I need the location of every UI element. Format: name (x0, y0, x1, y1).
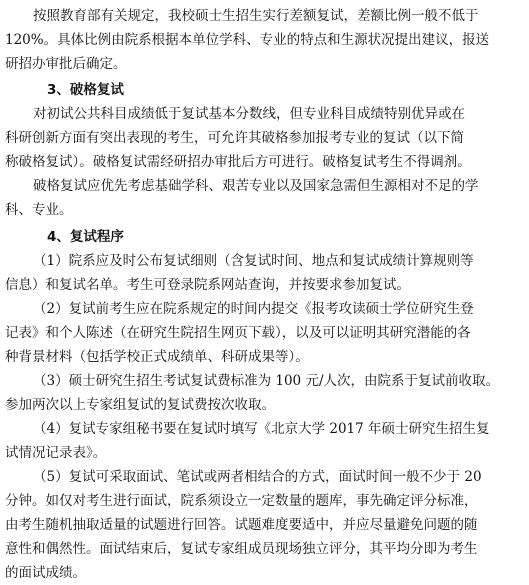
section-3-heading: 3、破格复试 (47, 82, 124, 98)
item-5-line-3: 由考生随机抽取适量的试题进行回答。试题难度要适中，并应尽量避免问题的随 (5, 517, 478, 533)
item-5-line-2: 分钟。如仅对考生进行面试，院系须设立一定数量的题库，事先确定评分标准， (5, 493, 478, 509)
item-2-line-3: 种背景材料（包括学校正式成绩单、科研成果等）。 (5, 349, 309, 365)
item-4-line-1: （4）复试专家组秘书要在复试时填写《北京大学 2017 年硕士研究生招生复 (33, 421, 490, 437)
section-3-para1-line-3: 称破格复试）。破格复试需经研招办审批后方可进行。破格复试考生不得调剂。 (5, 154, 471, 170)
item-1-line-2: 信息）和复试名单。考生可登录院系网站查询，并按要求参加复试。 (5, 277, 410, 293)
section-3-para1-line-1: 对初试公共科目成绩低于复试基本分数线，但专业科目成绩特别优异或在 (33, 106, 465, 122)
section-4-heading: 4、复试程序 (47, 229, 124, 245)
intro-line-1: 按照教育部有关规定，我校硕士生招生实行差额复试，差额比例一般不低于 (33, 8, 479, 24)
item-1-line-1: （1）院系应及时公布复试细则（含复试时间、地点和复试成绩计算规则等 (33, 253, 474, 269)
item-5-line-5: 的面试成绩。 (5, 565, 86, 581)
item-4-line-2: 试情况记录表》。 (5, 445, 107, 461)
item-2-line-1: （2）复试前考生应在院系规定的时间内提交《报考攻读硕士学位研究生登 (33, 301, 474, 317)
intro-line-3: 研招办审批后确定。 (5, 56, 127, 72)
intro-line-2: 120%。具体比例由院系根据本单位学科、专业的特点和生源状况提出建议，报送 (5, 32, 490, 48)
section-3-para1-line-2: 科研创新方面有突出表现的考生，可允许其破格参加报考专业的复试（以下简 (5, 130, 464, 146)
item-2-line-2: 记表》和个人陈述（在研究生院招生网页下载），以及可以证明其研究潜能的各 (5, 325, 471, 341)
item-5-line-4: 意性和偶然性。面试结束后，复试专家组成员现场独立评分，其平均分即为考生 (5, 541, 478, 557)
section-3-para2-line-1: 破格复试应优先考虑基础学科、艰苦专业以及国家急需但生源相对不足的学 (33, 178, 479, 194)
item-3-line-1: （3）硕士研究生招生考试复试费标准为 100 元/人次，由院系于复试前收取。 (33, 373, 499, 389)
item-5-line-1: （5）复试可采取面试、笔试或两者相结合的方式，面试时间一般不少于 20 (33, 469, 482, 485)
section-3-para2-line-2: 科、专业。 (5, 202, 73, 218)
item-3-line-2: 参加两次以上专家组复试的复试费按次收取。 (5, 397, 275, 413)
